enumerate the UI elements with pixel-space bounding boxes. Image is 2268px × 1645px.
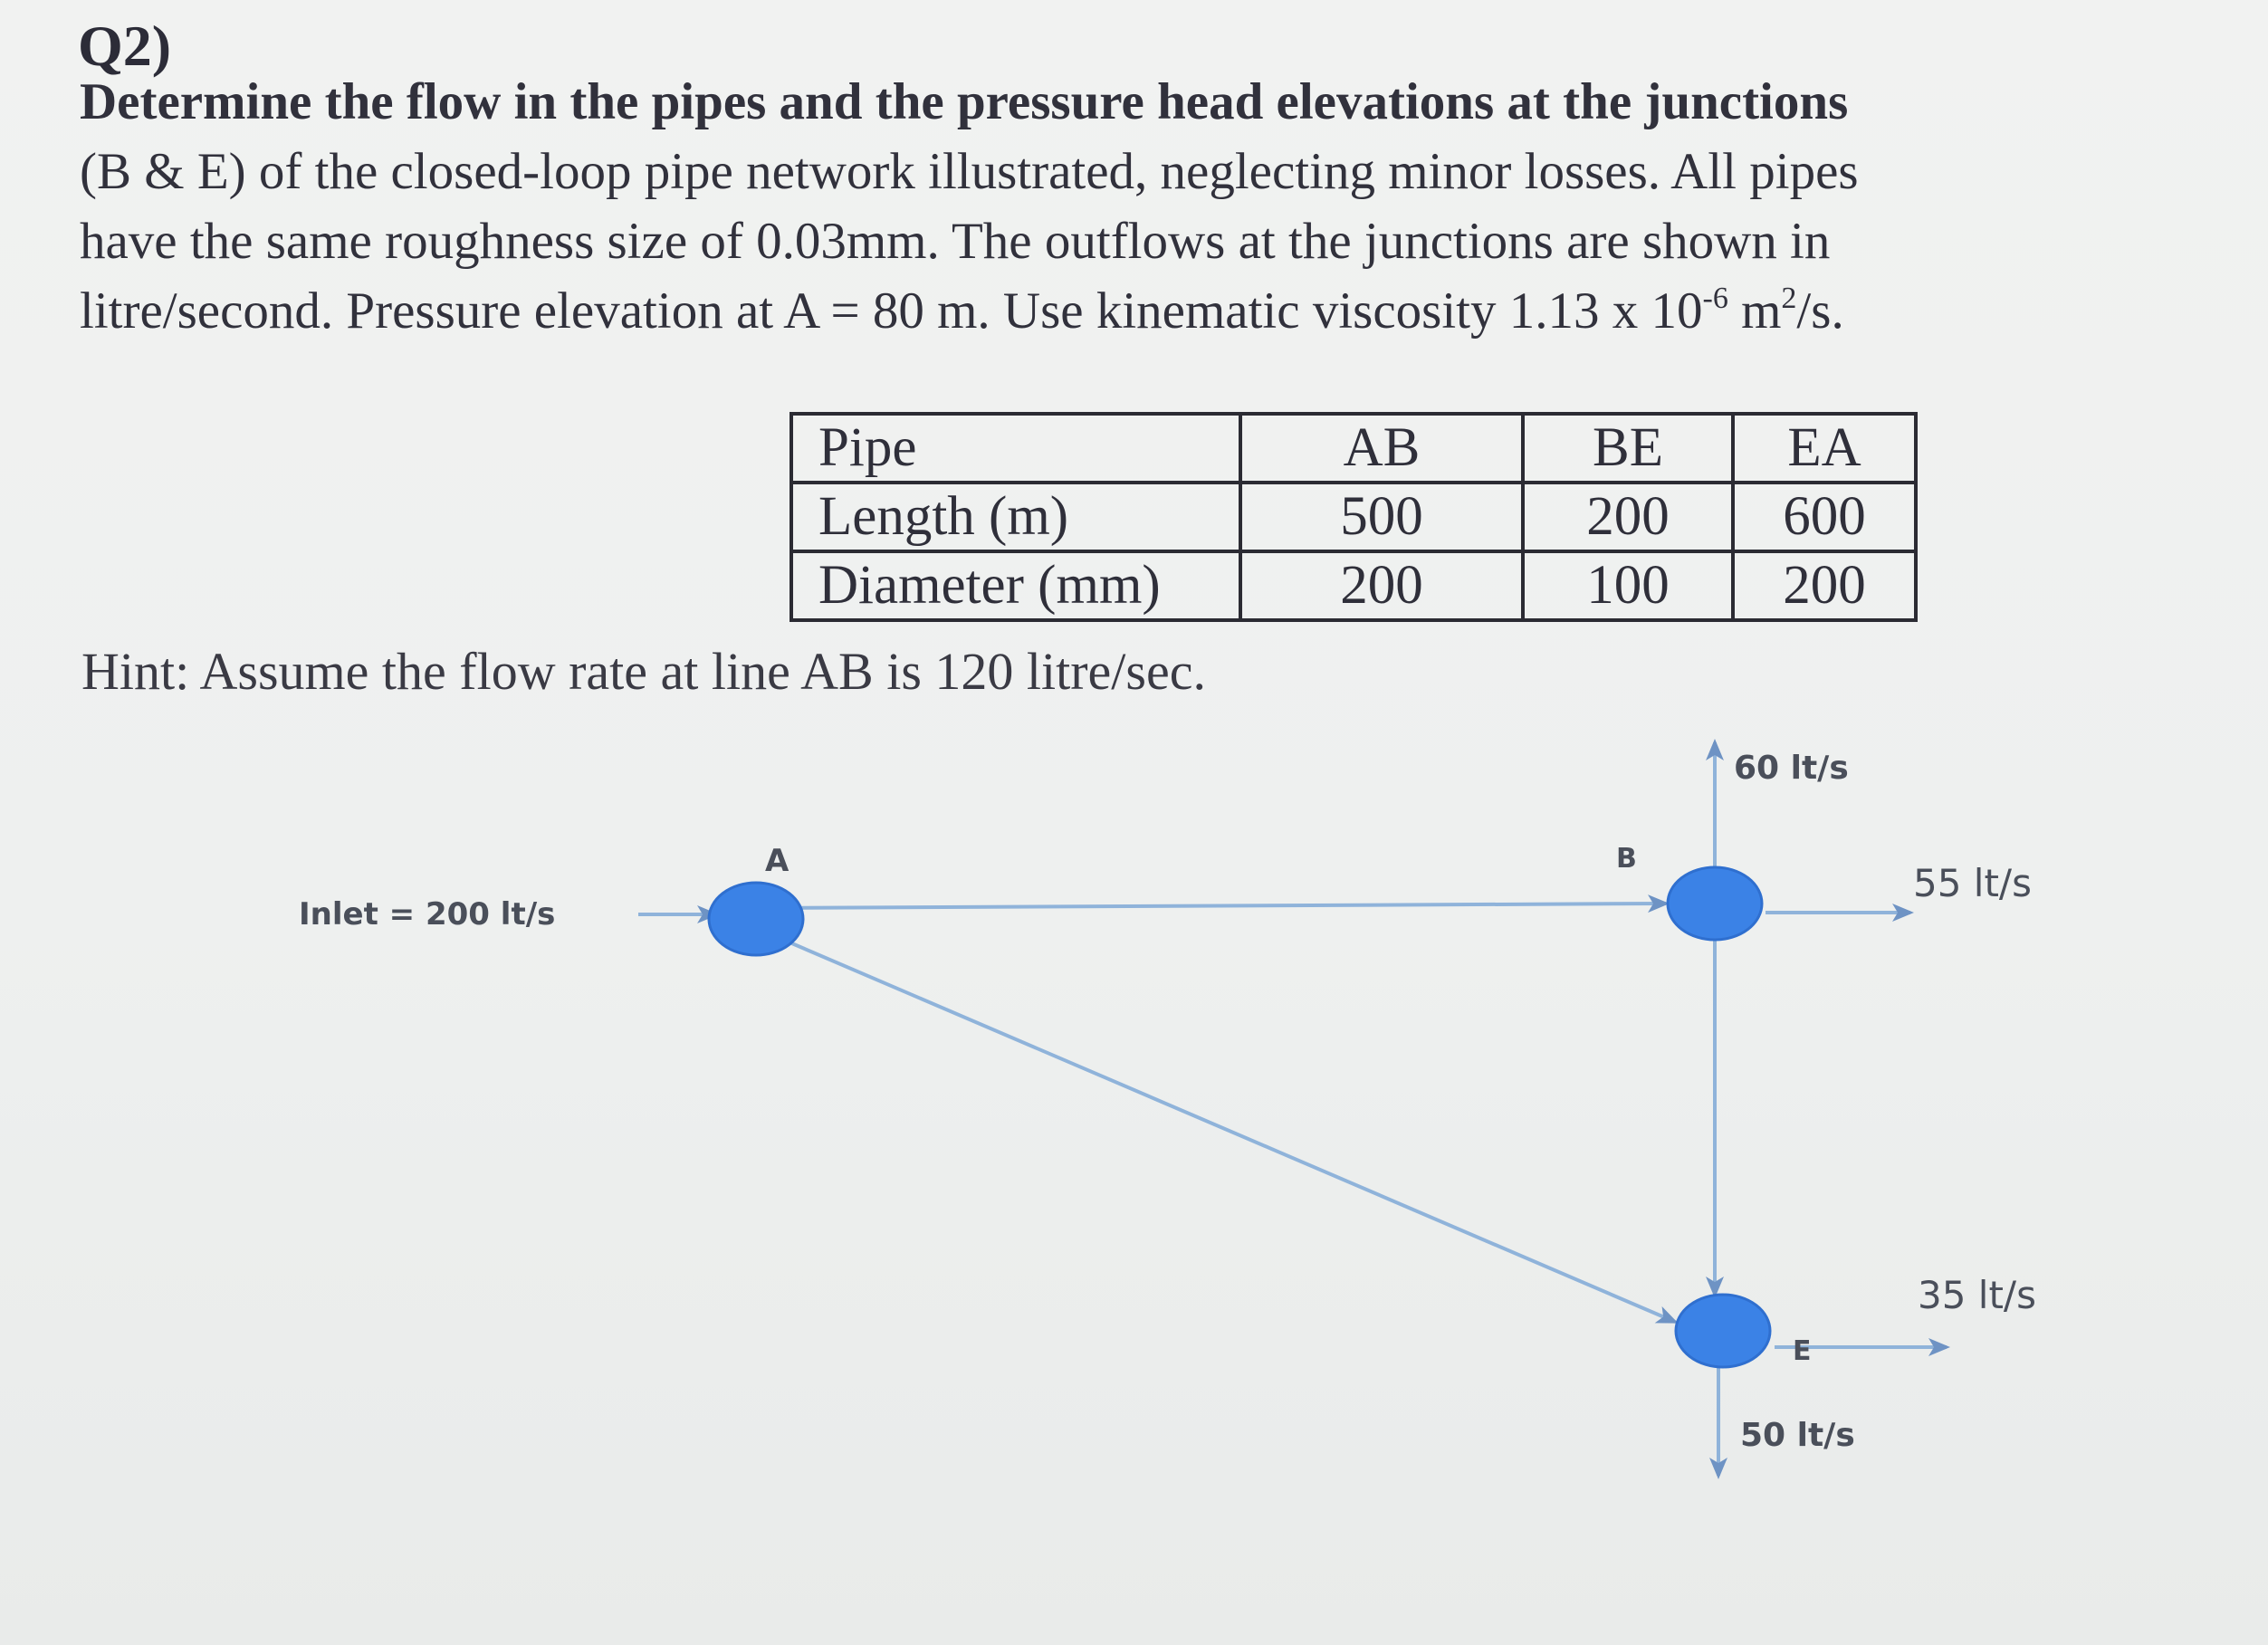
node-label-a: A bbox=[765, 843, 789, 879]
pipe-ea bbox=[788, 942, 1675, 1322]
table-cell: 600 bbox=[1733, 483, 1916, 551]
junction-e bbox=[1676, 1295, 1770, 1367]
question-line-3: have the same roughness size of 0.03mm. The outflows at the junctions are shown in bbox=[80, 213, 1831, 270]
table-cell: 200 bbox=[1733, 551, 1916, 620]
question-number: Q2) bbox=[78, 14, 172, 78]
table-cell: 500 bbox=[1240, 483, 1523, 551]
table-cell: BE bbox=[1523, 414, 1733, 483]
question-line-4-main: litre/second. Pressure elevation at A = 80 m. Use kinematic viscosity 1.13 x 10 bbox=[80, 282, 1703, 340]
table-cell: 200 bbox=[1240, 551, 1523, 620]
viscosity-unit-end: /s. bbox=[1796, 282, 1844, 340]
junction-b bbox=[1668, 867, 1762, 940]
table-cell: EA bbox=[1733, 414, 1916, 483]
inlet-flow-label: Inlet = 200 lt/s bbox=[299, 896, 556, 932]
table-cell: 100 bbox=[1523, 551, 1733, 620]
outflow-e-right-label: 35 lt/s bbox=[1918, 1273, 2036, 1317]
question-line-1: Determine the flow in the pipes and the pressure head elevations at the junctions bbox=[80, 73, 1849, 130]
outflow-b-right-label: 55 lt/s bbox=[1913, 861, 2032, 905]
table-cell: Length (m) bbox=[791, 483, 1240, 551]
table-cell: 200 bbox=[1523, 483, 1733, 551]
node-label-b: B bbox=[1616, 843, 1637, 875]
junction-a bbox=[709, 883, 803, 955]
pipe-ab bbox=[756, 904, 1666, 908]
viscosity-exponent: -6 bbox=[1702, 282, 1728, 315]
question-line-2: (B & E) of the closed-loop pipe network illustrated, neglecting minor losses. All pipes bbox=[80, 143, 1859, 200]
outflow-b-up-label: 60 lt/s bbox=[1734, 750, 1849, 787]
hint-text: Hint: Assume the flow rate at line AB is 120 litre/sec. bbox=[81, 642, 1206, 701]
outflow-e-down-label: 50 lt/s bbox=[1740, 1417, 1855, 1454]
node-label-e: E bbox=[1793, 1335, 1812, 1367]
viscosity-unit: m bbox=[1727, 282, 1782, 340]
table-cell: Pipe bbox=[791, 414, 1240, 483]
table-cell: Diameter (mm) bbox=[791, 551, 1240, 620]
unit-exponent: 2 bbox=[1781, 282, 1797, 315]
table-cell: AB bbox=[1240, 414, 1523, 483]
